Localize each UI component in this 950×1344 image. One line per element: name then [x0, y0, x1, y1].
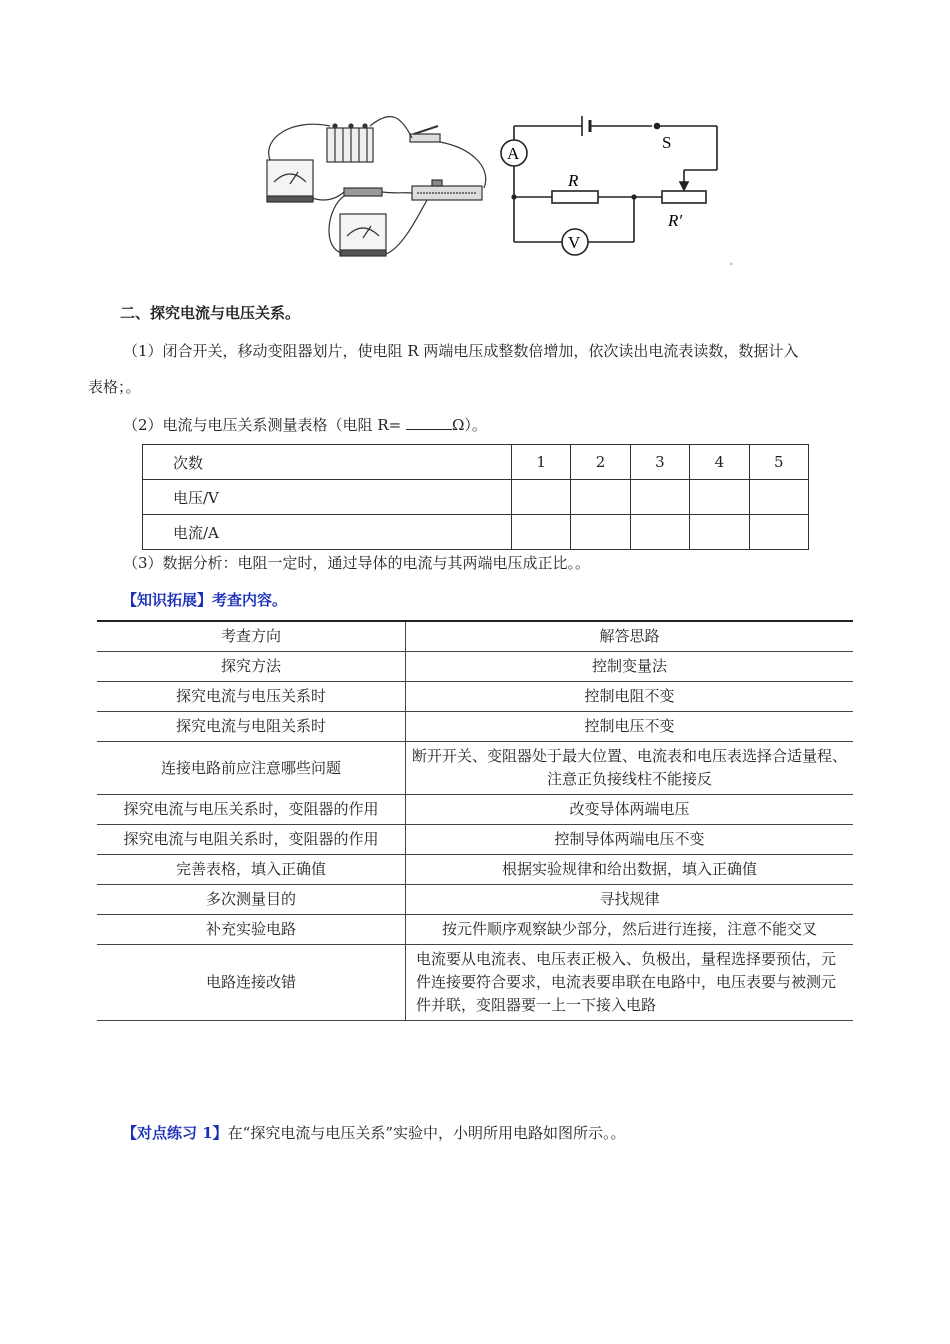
resistor-label: R — [568, 171, 579, 190]
answer-cell: 改变导体两端电压 — [406, 795, 854, 825]
voltmeter-label: V — [568, 233, 581, 252]
answer-cell: 按元件顺序观察缺少部分，然后进行连接，注意不能交叉 — [406, 915, 854, 945]
table-cell — [571, 515, 630, 550]
exercise-text: 在“探究电流与电压关系”实验中，小明所用电路如图所示。。 — [227, 1124, 626, 1142]
table-row — [97, 682, 853, 712]
exercise-line — [122, 1122, 626, 1143]
table-cell — [571, 480, 630, 515]
answer-cell: 控制电压不变 — [406, 712, 854, 742]
table-header-row — [143, 445, 809, 480]
answer-cell: 根据实验规律和给出数据，填入正确值 — [406, 855, 854, 885]
answer-cell: 电流要从电流表、电压表正极入、负极出，量程选择要预估，元件连接要符合要求，电流表要串联在电路中，电压表要与被测元件并联，变阻器要一上一下接入电路 — [406, 945, 854, 1021]
step2-text — [123, 414, 487, 436]
table-cell — [749, 480, 808, 515]
aspect-cell: 完善表格，填入正确值 — [97, 855, 406, 885]
aspect-cell: 探究电流与电阻关系时 — [97, 712, 406, 742]
row-label: 电压/V — [143, 480, 512, 515]
answer-cell: 控制导体两端电压不变 — [406, 825, 854, 855]
table-row — [97, 945, 853, 1021]
answer-cell: 断开开关、变阻器处于最大位置、电流表和电压表选择合适量程、注意正负接线柱不能接反 — [406, 742, 854, 795]
knowledge-col-header: 考查方向 — [97, 621, 406, 652]
aspect-cell: 多次测量目的 — [97, 885, 406, 915]
table-row — [143, 480, 809, 515]
table-cell — [630, 480, 689, 515]
knowledge-col-header: 解答思路 — [406, 621, 854, 652]
table-row — [97, 712, 853, 742]
table-row — [97, 742, 853, 795]
answer-cell: 寻找规律 — [406, 885, 854, 915]
ammeter-label: A — [507, 144, 520, 163]
step1-text: （1）闭合开关，移动变阻器划片，使电阻 R 两端电压成整数倍增加，依次读出电流表读数，数据计入 — [123, 342, 799, 360]
table-cell — [690, 515, 749, 550]
header-label: 次数 — [143, 445, 512, 480]
step3-text: （3）数据分析：电阻一定时，通过导体的电流与其两端电压成正比。。 — [123, 554, 591, 572]
knowledge-title: 考查内容。 — [212, 591, 288, 609]
knowledge-tag: 【知识拓展】 — [122, 591, 213, 609]
section-title: 二、探究电流与电压关系。 — [120, 304, 301, 322]
knowledge-header-row — [97, 621, 853, 652]
table-cell — [749, 515, 808, 550]
col-header: 3 — [630, 445, 689, 480]
aspect-cell: 连接电路前应注意哪些问题 — [97, 742, 406, 795]
aspect-cell: 电路连接改错 — [97, 945, 406, 1021]
switch-label: S — [662, 133, 672, 152]
table-row — [97, 652, 853, 682]
resistance-blank — [406, 415, 452, 430]
table-row — [143, 515, 809, 550]
table-cell — [511, 480, 570, 515]
aspect-cell: 补充实验电路 — [97, 915, 406, 945]
table-cell — [690, 480, 749, 515]
apparatus-illustration — [267, 117, 486, 256]
knowledge-table — [97, 620, 853, 1021]
table-cell — [511, 515, 570, 550]
aspect-cell: 探究电流与电压关系时 — [97, 682, 406, 712]
table-row — [97, 915, 853, 945]
aspect-cell: 探究方法 — [97, 652, 406, 682]
table-row — [97, 885, 853, 915]
row-label: 电流/A — [143, 515, 512, 550]
aspect-cell: 探究电流与电阻关系时，变阻器的作用 — [97, 825, 406, 855]
answer-cell: 控制电阻不变 — [406, 682, 854, 712]
col-header: 5 — [749, 445, 808, 480]
table-row — [97, 825, 853, 855]
table-row — [97, 855, 853, 885]
table-row — [97, 795, 853, 825]
step2-suffix: Ω）。 — [451, 416, 487, 434]
circuit-diagram — [501, 116, 717, 255]
step2-prefix: （2）电流与电压关系测量表格（电阻 R= — [123, 416, 402, 434]
figure-end-mark: 。 — [730, 258, 737, 266]
knowledge-heading — [122, 589, 287, 610]
circuit-figure — [252, 108, 752, 268]
aspect-cell: 探究电流与电压关系时，变阻器的作用 — [97, 795, 406, 825]
measurement-table — [142, 444, 809, 550]
col-header: 4 — [690, 445, 749, 480]
answer-cell: 控制变量法 — [406, 652, 854, 682]
col-header: 1 — [511, 445, 570, 480]
exercise-tag: 【对点练习 1】 — [122, 1124, 228, 1142]
table-cell — [630, 515, 689, 550]
rheostat-label: R′ — [668, 211, 683, 230]
col-header: 2 — [571, 445, 630, 480]
step1-text-cont: 表格；。 — [88, 378, 141, 396]
